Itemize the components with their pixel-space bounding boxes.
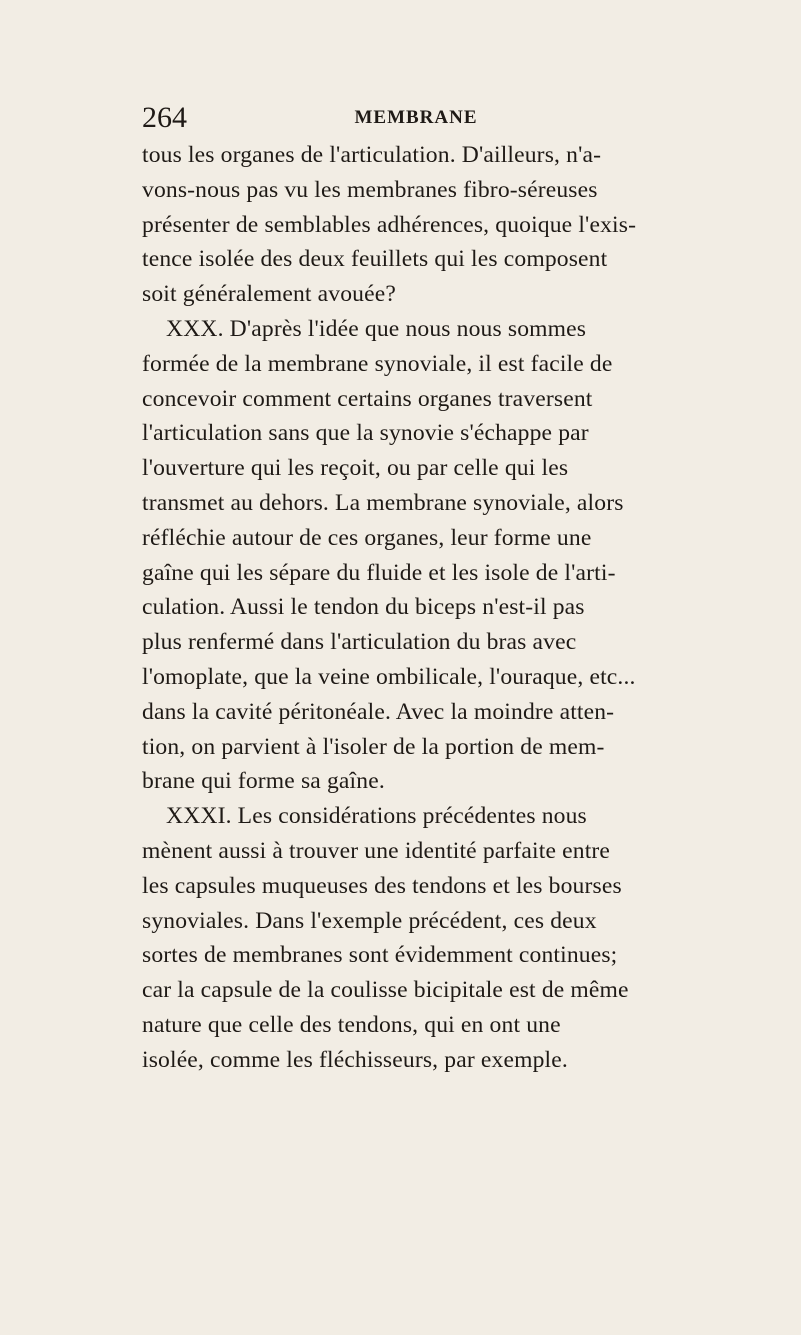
text-line: l'ouverture qui les reçoit, ou par celle qui les (142, 455, 569, 482)
section-xxxi-start: XXXI. Les considérations précédentes nous (166, 803, 587, 830)
text-line: dans la cavité péritonéale. Avec la moindre atten- (142, 698, 615, 725)
text-line: gaîne qui les sépare du fluide et les isole de l'arti- (142, 559, 616, 586)
text-line: sortes de membranes sont évidemment continues; (142, 942, 618, 969)
text-line: tous les organes de l'articulation. D'ailleurs, n'a- (142, 142, 602, 168)
text-line: concevoir comment certains organes traversent (142, 385, 593, 412)
text-line: les capsules muqueuses des tendons et les bourses (142, 872, 622, 899)
text-line: plus renfermé dans l'articulation du bras avec (142, 629, 577, 656)
text-line: tence isolée des deux feuillets qui les composent (142, 246, 608, 273)
text-line: formée de la membrane synoviale, il est facile de (142, 350, 613, 377)
text-line: transmet au dehors. La membrane synoviale, alors (142, 489, 624, 516)
text-line: présenter de semblables adhérences, quoique l'exis- (142, 211, 637, 238)
section-xxx-start: XXX. D'après l'idée que nous nous sommes (166, 315, 587, 342)
text-line: isolée, comme les fléchisseurs, par exemple. (142, 1046, 568, 1073)
text-line: vons-nous pas vu les membranes fibro-séreuses (142, 176, 598, 203)
text-line: brane qui forme sa gaîne. (142, 768, 385, 795)
page-header (142, 98, 690, 138)
text-line: nature que celle des tendons, qui en ont une (142, 1011, 561, 1038)
page-number: 264 (142, 101, 187, 134)
text-line: car la capsule de la coulisse bicipitale est de même (142, 977, 629, 1004)
running-title: MEMBRANE (354, 107, 478, 128)
text-line: soit généralement avouée? (142, 281, 396, 308)
text-line: synoviales. Dans l'exemple précédent, ces deux (142, 907, 597, 934)
text-line: l'omoplate, que la veine ombilicale, l'ouraque, etc... (142, 663, 636, 690)
text-line: réfléchie autour de ces organes, leur forme une (142, 524, 592, 551)
text-line: culation. Aussi le tendon du biceps n'est-il pas (142, 594, 585, 621)
body-text (142, 138, 794, 1078)
text-line: mènent aussi à trouver une identité parfaite entre (142, 837, 611, 864)
text-line: l'articulation sans que la synovie s'échappe par (142, 420, 589, 447)
text-line: tion, on parvient à l'isoler de la portion de mem- (142, 733, 605, 760)
